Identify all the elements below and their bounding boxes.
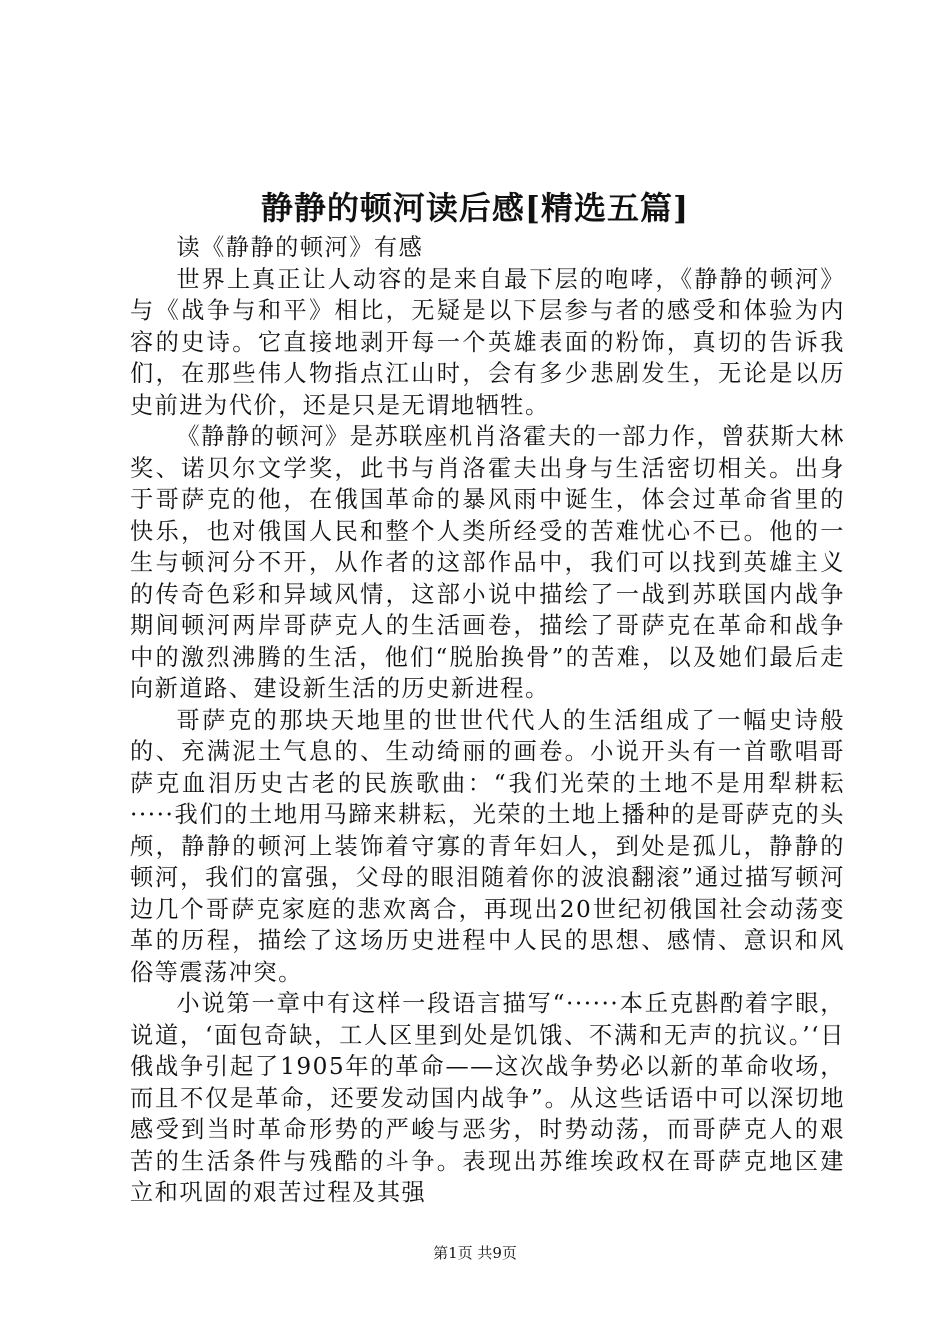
document-body (130, 232, 845, 1209)
paragraph: 世界上真正让人动容的是来自最下层的咆哮，《静静的顿河》与《战争与和平》相比，无疑是以下层参与者的感受和体验为内容的史诗。它直接地剥开每一个英雄表面的粉饰，真切的告诉我们，在那些伟人物指点江山时，会有多少悲剧发生，无论是以历史前进为代价，还是只是无谓地牺牲。 (130, 265, 845, 419)
paragraph: 《静静的顿河》是苏联座机肖洛霍夫的一部力作，曾获斯大林奖、诺贝尔文学奖，此书与肖洛霍夫出身与生活密切相关。出身于哥萨克的他，在俄国革命的暴风雨中诞生，体会过革命省里的快乐，也对俄国人民和整个人类所经受的苦难忧心不已。他的一生与顿河分不开，从作者的这部作品中，我们可以找到英雄主义的传奇色彩和异域风情，这部小说中描绘了一战到苏联国内战争期间顿河两岸哥萨克人的生活画卷，描绘了哥萨克在革命和战争中的激烈沸腾的生活，他们“脱胎换骨”的苦难，以及她们最后走向新道路、建设新生活的历史新进程。 (130, 423, 845, 702)
paragraph: 小说第一章中有这样一段语言描写“······本丘克斟酌着字眼，说道，‘面包奇缺，工人区里到处是饥饿、不满和无声的抗议。’‘日俄战争引起了1905年的革命——这次战争势必以新的革命收场，而且不仅是革命，还要发动国内战争”。从这些话语中可以深切地感受到当时革命形势的严峻与恶劣，时势动荡，而哥萨克人的艰苦的生活条件与残酷的斗争。表现出苏维埃政权在哥萨克地区建立和巩固的艰苦过程及其强 (130, 990, 845, 1206)
document-title: 静静的顿河读后感[精选五篇] (260, 189, 690, 227)
page-footer: 第1页 共9页 (433, 1244, 517, 1262)
paragraph: 哥萨克的那块天地里的世世代代人的生活组成了一幅史诗般的、充满泥土气息的、生动绮丽的画卷。小说开头有一首歌唱哥萨克血泪历史古老的民族歌曲：“我们光荣的土地不是用犁耕耘·····我们的土地用马蹄来耕耘，光荣的土地上播种的是哥萨克的头颅，静静的顿河上装饰着守寡的青年妇人，到处是孤儿，静静的顿河，我们的富强，父母的眼泪随着你的波浪翻滚”通过描写顿河边几个哥萨克家庭的悲欢离合，再现出20世纪初俄国社会动荡变革的历程，描绘了这场历史进程中人民的思想、感情、意识和风俗等震荡冲突。 (130, 706, 845, 986)
paragraph-subtitle: 读《静静的顿河》有感 (176, 234, 424, 261)
